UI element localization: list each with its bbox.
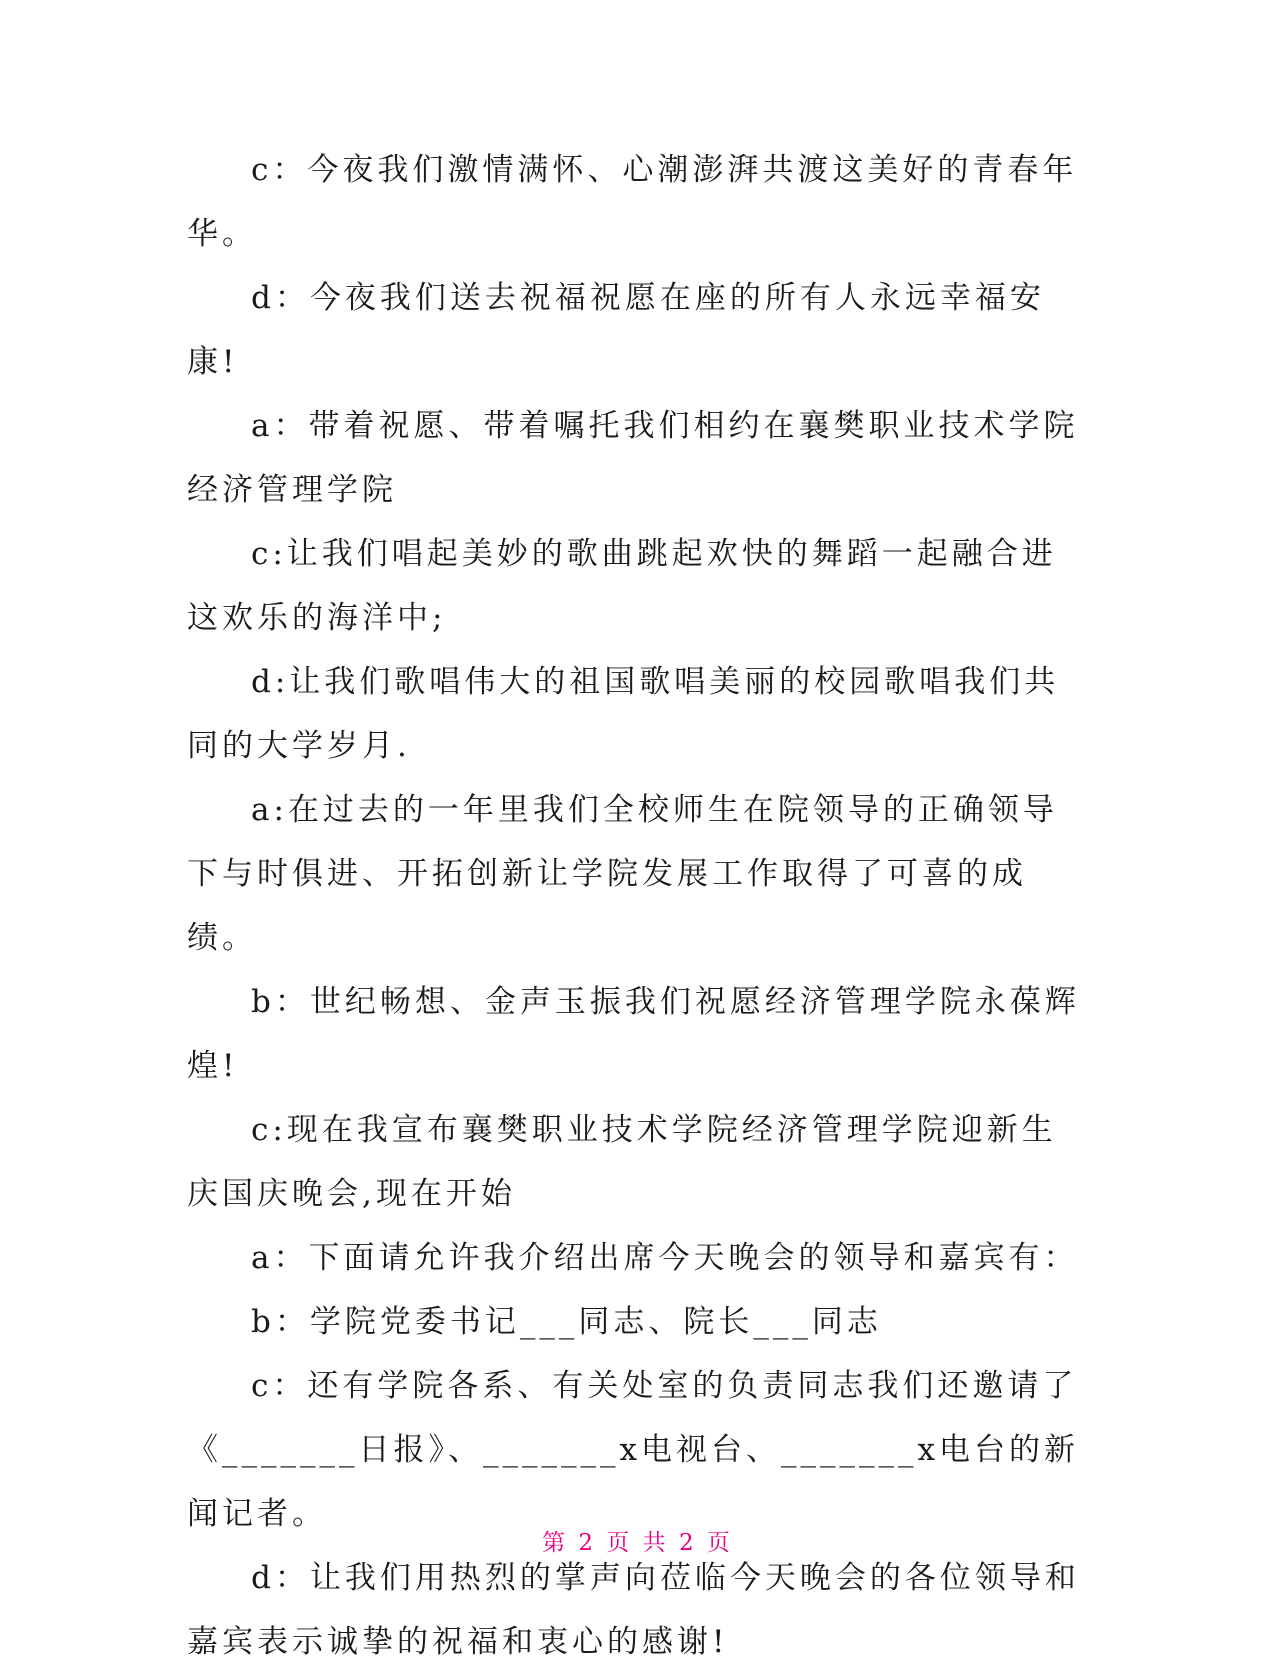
paragraph: c：今夜我们激情满怀、心潮澎湃共渡这美好的青春年华。 bbox=[187, 152, 1078, 252]
paragraph: c:让我们唱起美妙的歌曲跳起欢快的舞蹈一起融合进这欢乐的海洋中; bbox=[187, 536, 1057, 636]
paragraph: b：世纪畅想、金声玉振我们祝愿经济管理学院永葆辉煌! bbox=[187, 984, 1080, 1084]
page-number-footer: 第 2 页 共 2 页 bbox=[542, 1530, 733, 1556]
document-body bbox=[187, 138, 1087, 1674]
paragraph: a：带着祝愿、带着嘱托我们相约在襄樊职业技术学院经济管理学院 bbox=[187, 408, 1079, 508]
paragraph: d：今夜我们送去祝福祝愿在座的所有人永远幸福安康! bbox=[187, 280, 1045, 380]
paragraph: c:现在我宣布襄樊职业技术学院经济管理学院迎新生庆国庆晚会,现在开始 bbox=[187, 1112, 1057, 1212]
paragraph: a:在过去的一年里我们全校师生在院领导的正确领导下与时俱进、开拓创新让学院发展工作取得了可喜的成绩。 bbox=[187, 792, 1058, 956]
paragraph: d:让我们歌唱伟大的祖国歌唱美丽的校园歌唱我们共同的大学岁月. bbox=[187, 664, 1060, 764]
paragraph: c：还有学院各系、有关处室的负责同志我们还邀请了《_______日报》、_______x电视台、_______x电台的新闻记者。 bbox=[187, 1368, 1079, 1532]
paragraph: a：下面请允许我介绍出席今天晚会的领导和嘉宾有： bbox=[251, 1240, 1079, 1276]
paragraph: d：让我们用热烈的掌声向莅临今天晚会的各位领导和嘉宾表示诚挚的祝福和衷心的感谢! bbox=[187, 1560, 1080, 1660]
paragraph: b：学院党委书记___同志、院长___同志 bbox=[251, 1304, 882, 1340]
